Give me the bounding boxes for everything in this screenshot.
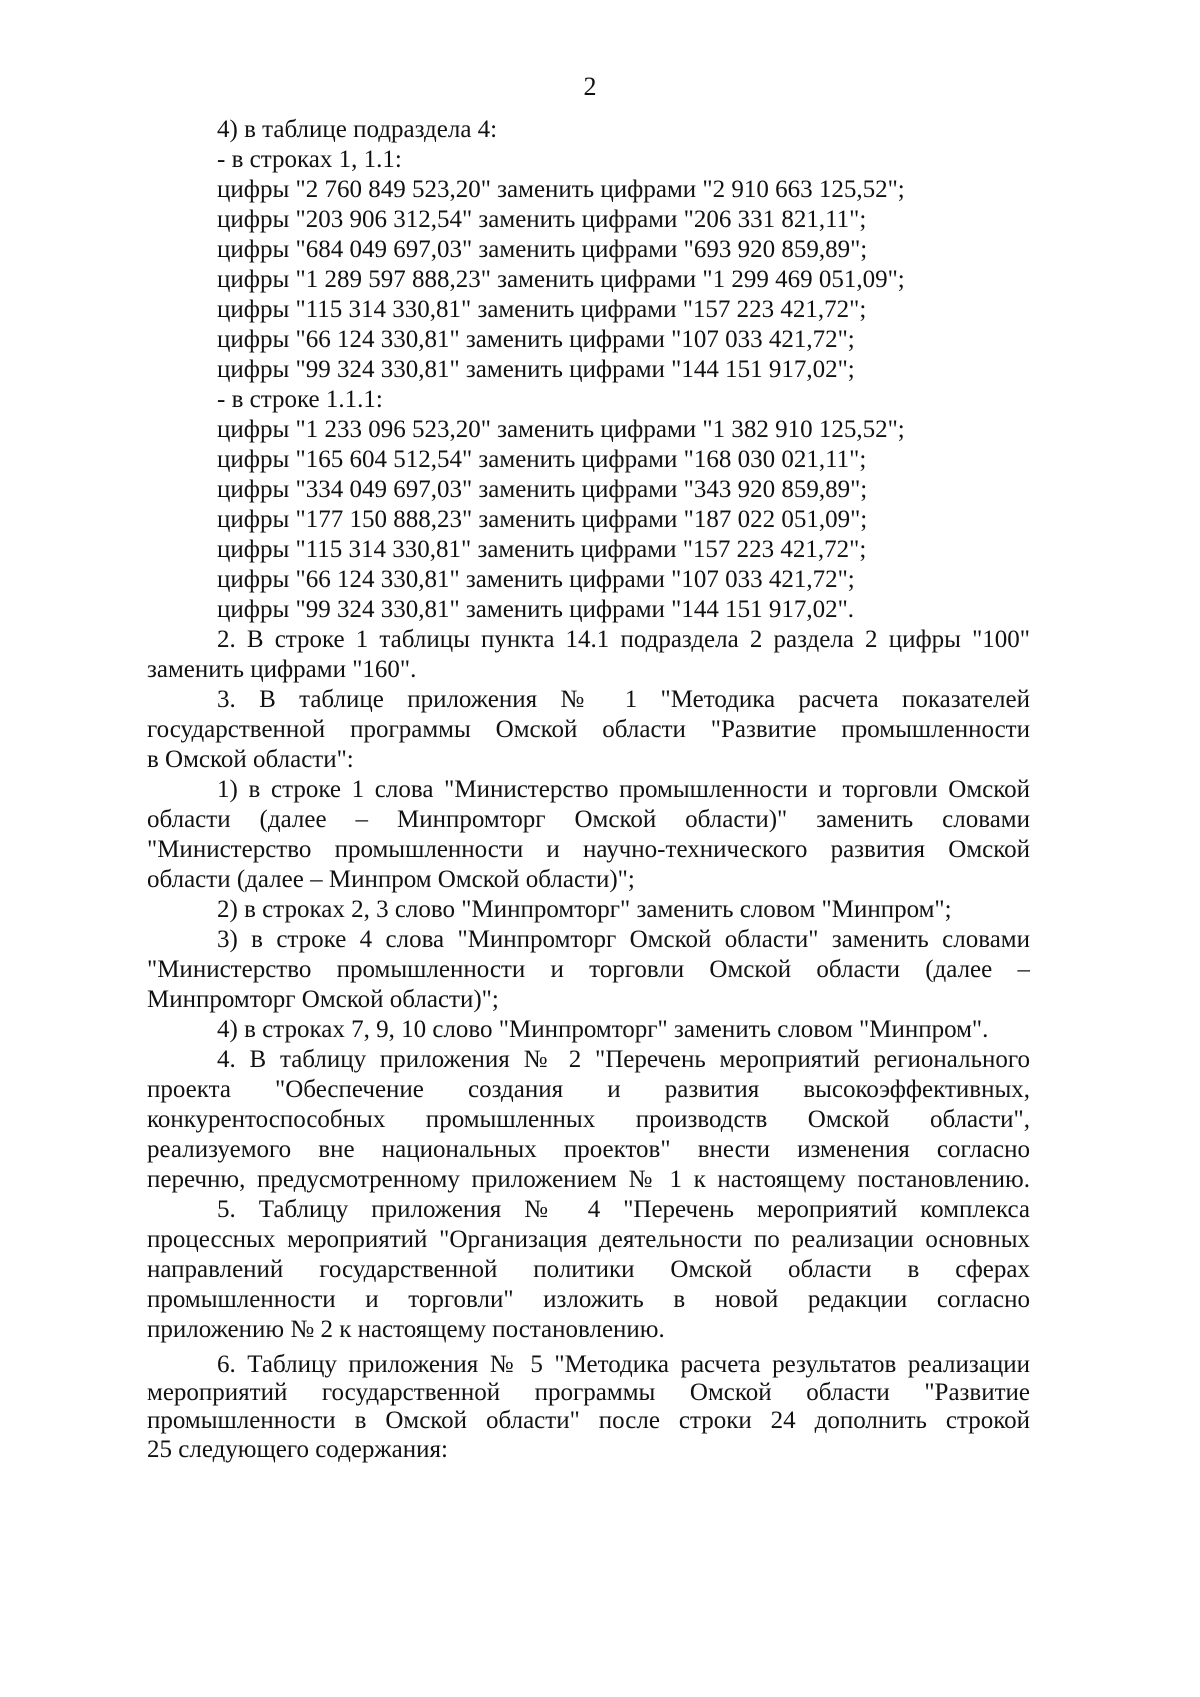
text-line: цифры "99 324 330,81" заменить цифрами "144 151 917,02"; [217, 356, 855, 383]
paragraph-5-line: направлений государственной политики Омской области в сферах [147, 1256, 1030, 1283]
text-line: цифры "66 124 330,81" заменить цифрами "107 033 421,72"; [217, 326, 855, 353]
text-line: цифры "203 906 312,54" заменить цифрами "206 331 821,11"; [217, 206, 867, 233]
paragraph-3-line: 3. В таблице приложения № 1 "Методика расчета показателей [217, 686, 1030, 713]
item-2-line: 2) в строках 2, 3 слово "Минпромторг" заменить словом "Минпром"; [217, 896, 952, 923]
paragraph-4-line: перечню, предусмотренному приложением № 1 к настоящему постановлению. [147, 1166, 1030, 1193]
item-3-line: 3) в строке 4 слова "Минпромторг Омской области" заменить словами [217, 926, 1030, 953]
page-number: 2 [583, 72, 597, 101]
paragraph-5-line: процессных мероприятий "Организация деятельности по реализации основных [147, 1226, 1030, 1253]
text-line: цифры "684 049 697,03" заменить цифрами "693 920 859,89"; [217, 236, 868, 263]
paragraph-3-line: государственной программы Омской области "Развитие промышленности [147, 716, 1030, 743]
paragraph-4-line: реализуемого вне национальных проектов" внести изменения согласно [147, 1136, 1030, 1163]
item-1-line: 1) в строке 1 слова "Министерство промышленности и торговли Омской [217, 776, 1030, 803]
paragraph-4-line: конкурентоспособных промышленных производств Омской области", [147, 1106, 1030, 1133]
text-line: цифры "66 124 330,81" заменить цифрами "107 033 421,72"; [217, 566, 855, 593]
text-line: цифры "334 049 697,03" заменить цифрами "343 920 859,89"; [217, 476, 868, 503]
text-line: цифры "165 604 512,54" заменить цифрами "168 030 021,11"; [217, 446, 867, 473]
paragraph-2-line: 2. В строке 1 таблицы пункта 14.1 подраздела 2 раздела 2 цифры "100" [217, 626, 1030, 653]
text-line: цифры "115 314 330,81" заменить цифрами "157 223 421,72"; [217, 296, 867, 323]
text-line: цифры "1 289 597 888,23" заменить цифрами "1 299 469 051,09"; [217, 266, 905, 293]
paragraph-6-line: промышленности в Омской области" после строки 24 дополнить строкой [147, 1407, 1030, 1434]
paragraph-4-line: 4. В таблицу приложения № 2 "Перечень мероприятий регионального [217, 1046, 1030, 1073]
item-4-line: 4) в строках 7, 9, 10 слово "Минпромторг" заменить словом "Минпром". [217, 1016, 989, 1043]
item-1-line: "Министерство промышленности и научно-технического развития Омской [147, 836, 1030, 863]
text-line: цифры "99 324 330,81" заменить цифрами "144 151 917,02". [217, 596, 855, 623]
text-line: цифры "1 233 096 523,20" заменить цифрами "1 382 910 125,52"; [217, 416, 905, 443]
paragraph-5-line: приложению № 2 к настоящему постановлению. [147, 1316, 665, 1343]
text-line: цифры "115 314 330,81" заменить цифрами "157 223 421,72"; [217, 536, 867, 563]
text-line: - в строке 1.1.1: [217, 386, 383, 413]
text-line: - в строках 1, 1.1: [217, 146, 402, 173]
paragraph-5-line: 5. Таблицу приложения № 4 "Перечень мероприятий комплекса [217, 1196, 1030, 1223]
paragraph-3-line: в Омской области": [147, 746, 354, 773]
item-3-line: "Министерство промышленности и торговли Омской области (далее – [147, 956, 1030, 983]
text-line: 4) в таблице подраздела 4: [217, 116, 498, 143]
item-3-line: Минпромторг Омской области)"; [147, 986, 499, 1013]
paragraph-2-line: заменить цифрами "160". [147, 656, 417, 683]
paragraph-6-line: 6. Таблицу приложения № 5 "Методика расчета результатов реализации [217, 1351, 1030, 1378]
paragraph-5-line: промышленности и торговли" изложить в новой редакции согласно [147, 1286, 1030, 1313]
paragraph-6-line: мероприятий государственной программы Омской области "Развитие [147, 1379, 1030, 1406]
item-1-line: области (далее – Минпромторг Омской области)" заменить словами [147, 806, 1030, 833]
text-line: цифры "2 760 849 523,20" заменить цифрами "2 910 663 125,52"; [217, 176, 905, 203]
paragraph-4-line: проекта "Обеспечение создания и развития высокоэффективных, [147, 1076, 1030, 1103]
item-1-line: области (далее – Минпром Омской области)"; [147, 866, 635, 893]
text-line: цифры "177 150 888,23" заменить цифрами "187 022 051,09"; [217, 506, 868, 533]
paragraph-6-line: 25 следующего содержания: [147, 1436, 448, 1463]
